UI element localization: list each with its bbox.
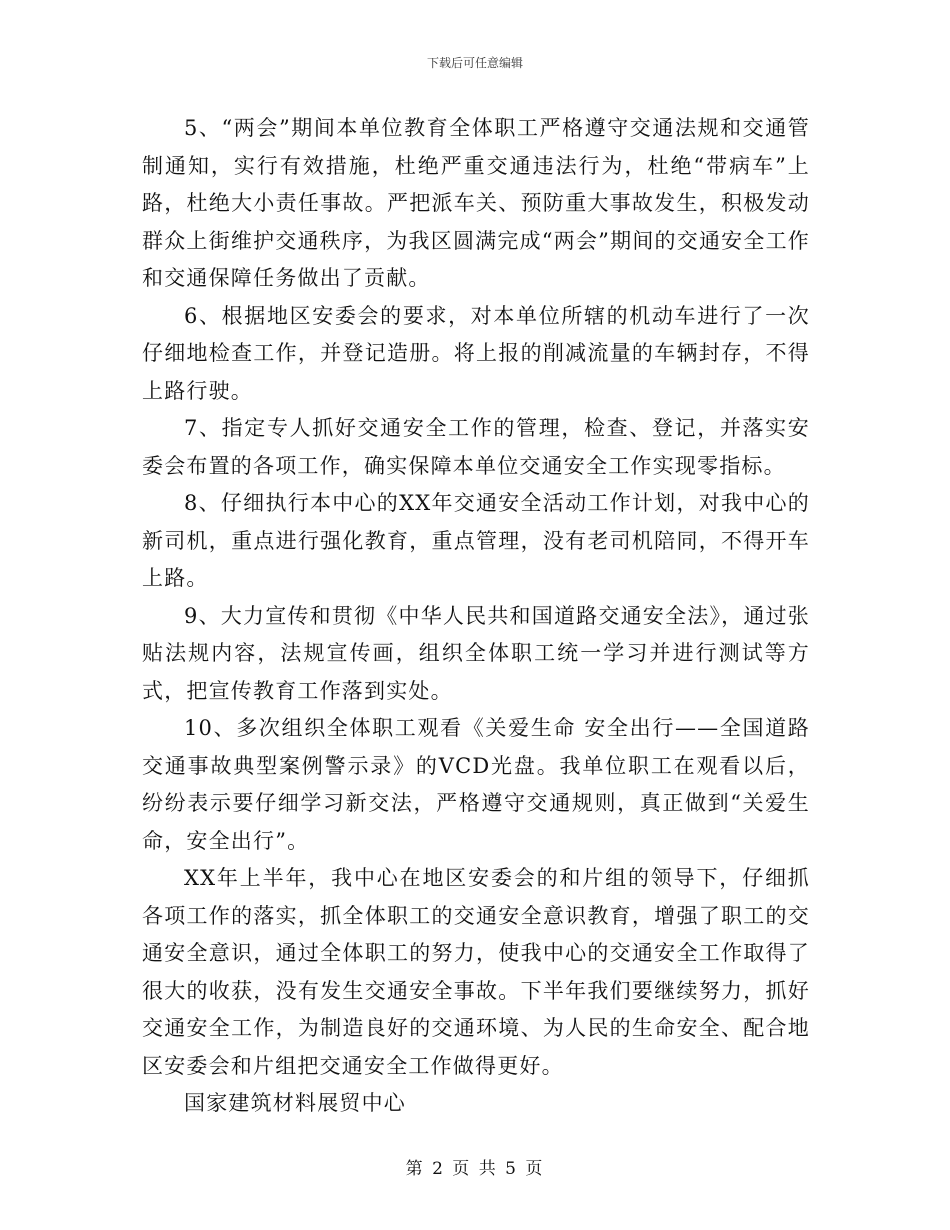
- page-number: 第 2 页 共 5 页: [405, 1159, 545, 1179]
- summary-paragraph: XX年上半年，我中心在地区安委会的和片组的领导下，仔细抓各项工作的落实，抓全体职工的交通安全意识教育，增强了职工的交通安全意识，通过全体职工的努力，使我中心的交通安全工作取得了很大的收获，没有发生交通安全事故。下半年我们要继续努力，抓好交通安全工作，为制造良好的交通环境、为人民的生命安全、配合地区安委会和片组把交通安全工作做得更好。: [142, 866, 810, 1078]
- document-body: [142, 110, 810, 1123]
- paragraph-item-8: 8、仔细执行本中心的XX年交通安全活动工作计划，对我中心的新司机，重点进行强化教育，重点管理，没有老司机陪同，不得开车上路。: [142, 491, 810, 590]
- paragraph-item-9: 9、大力宣传和贯彻《中华人民共和国道路交通安全法》，通过张贴法规内容，法规宣传画，组织全体职工统一学习并进行测试等方式，把宣传教育工作落到实处。: [142, 603, 810, 703]
- paragraph-item-6: 6、根据地区安委会的要求，对本单位所辖的机动车进行了一次仔细地检查工作，并登记造册。将上报的削减流量的车辆封存，不得上路行驶。: [142, 303, 810, 403]
- page-header: 下载后可任意编辑: [426, 56, 523, 70]
- paragraph-item-10: 10、多次组织全体职工观看《关爱生命 安全出行——全国道路交通事故典型案例警示录》的VCD光盘。我单位职工在观看以后，纷纷表示要仔细学习新交法，严格遵守交通规则，真正做到“关爱生命，安全出行”。: [142, 716, 810, 853]
- organization-signature: 国家建筑材料展贸中心: [184, 1091, 406, 1115]
- paragraph-item-7: 7、指定专人抓好交通安全工作的管理，检查、登记，并落实安委会布置的各项工作，确实保障本单位交通安全工作实现零指标。: [142, 416, 810, 478]
- paragraph-item-5: 5、“两会”期间本单位教育全体职工严格遵守交通法规和交通管制通知，实行有效措施，杜绝严重交通违法行为，杜绝“带病车”上路，杜绝大小责任事故。严把派车关、预防重大事故发生，积极发动群众上街维护交通秩序，为我区圆满完成“两会”期间的交通安全工作和交通保障任务做出了贡献。: [142, 116, 810, 290]
